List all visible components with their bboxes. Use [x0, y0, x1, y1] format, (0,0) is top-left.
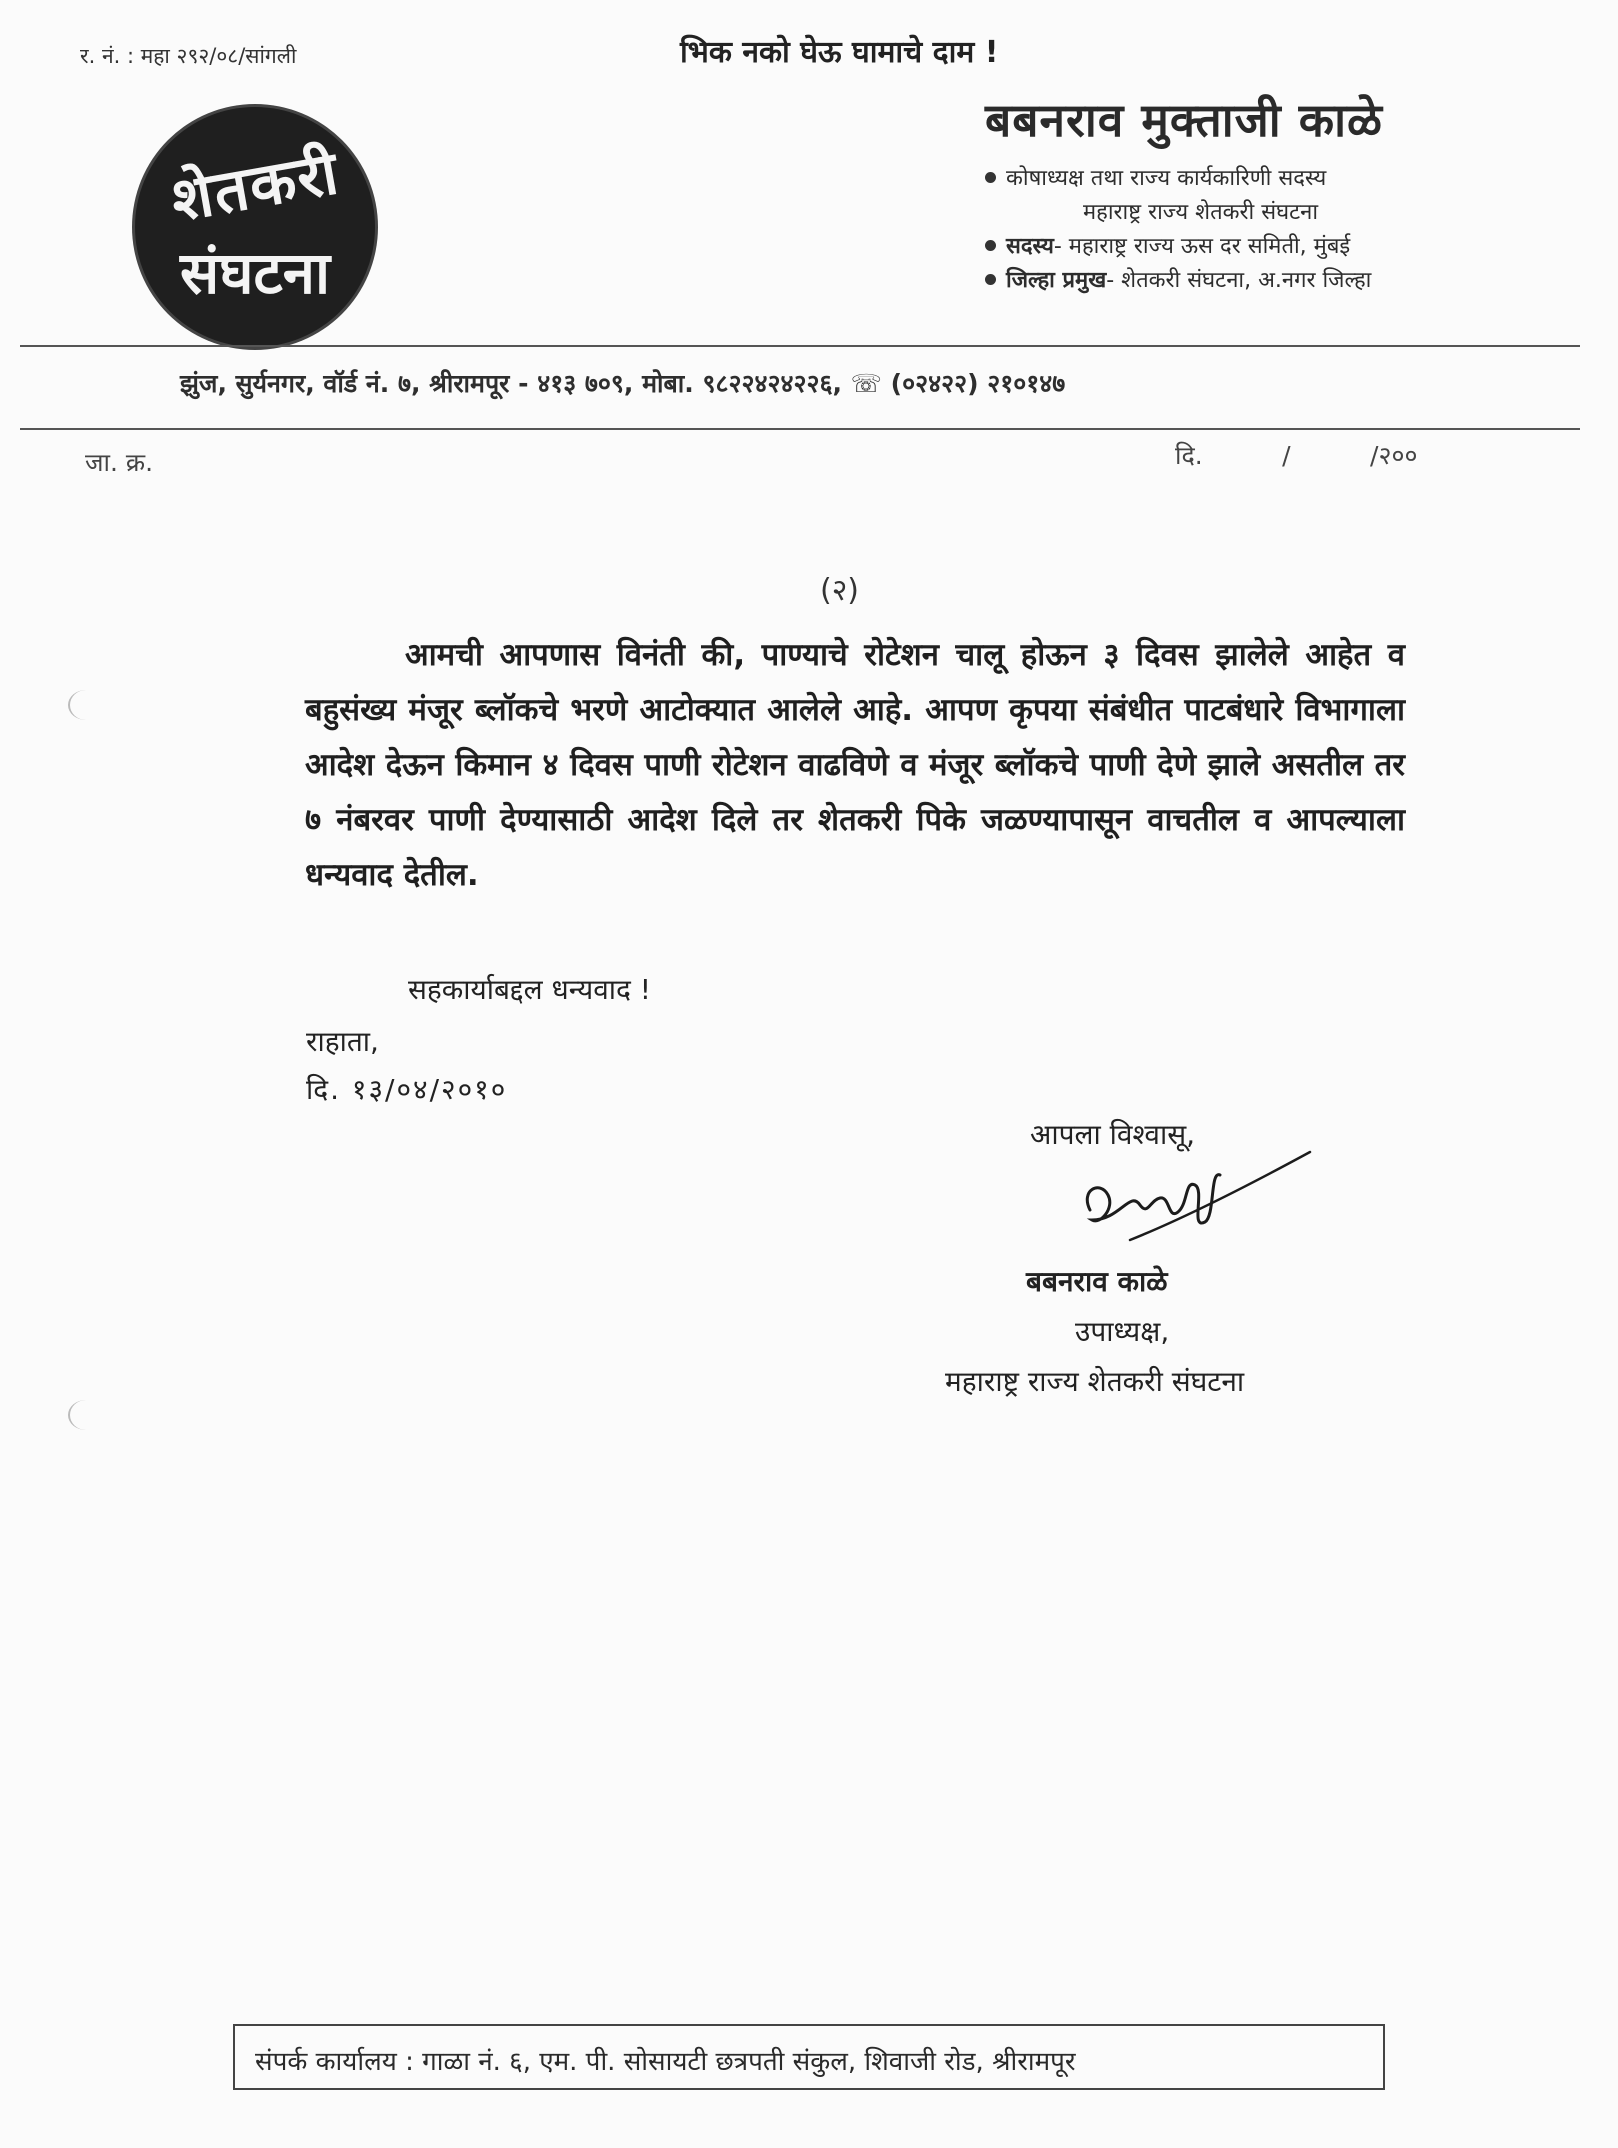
page-number: (२): [820, 573, 860, 608]
bullet-icon: [985, 240, 996, 251]
footer-contact-box: [233, 2024, 1385, 2090]
role-title: सदस्य: [1006, 234, 1054, 260]
header-divider-bottom: [20, 428, 1580, 430]
address-line: झुंज, सुर्यनगर, वॉर्ड नं. ७, श्रीरामपूर - ४१३ ७०९, मोबा. ९८२२४२४२२६, ☏ (०२४२२) २१०१४७: [180, 369, 1066, 398]
contact-office: संपर्क कार्यालय : गाळा नं. ६, एम. पी. सोसायटी छत्रपती संकुल, शिवाजी रोड, श्रीरामपूर: [255, 2047, 1076, 2077]
role-item: [985, 230, 1371, 264]
organization-logo: [135, 107, 375, 347]
role-text: - शेतकरी संघटना, अ.नगर जिल्हा: [1106, 268, 1372, 294]
place-line: राहाता,: [306, 1025, 379, 1058]
role-text: कोषाध्यक्ष तथा राज्य कार्यकारिणी सदस्य: [1006, 166, 1327, 191]
letter-body: आमची आपणास विनंती की, पाण्याचे रोटेशन चालू होऊन ३ दिवस झालेले आहेत व बहुसंख्य मंजूर ब्लॉकचे भरणे आटोक्यात आलेले आहे. आपण कृपया संबंधीत पाटबंधारे विभागाला आदेश देऊन किमान ४ दिवस पाणी रोटेशन वाढविणे व मंजूर ब्लॉकचे पाणी देणे झाले असतील तर ७ नंबरवर पाणी देण्यासाठी आदेश दिले तर शेतकरी पिके जळण्यापासून वाचतील व आपल्याला धन्यवाद देतील.: [305, 637, 1405, 893]
registration-number: र. नं. : महा २९२/०८/सांगली: [80, 44, 297, 68]
closing-line: आपला विश्वासू,: [1030, 1118, 1196, 1151]
scan-artifact: [68, 1400, 104, 1430]
signer-designation: उपाध्यक्ष,: [1075, 1315, 1170, 1348]
logo-text-top: शेतकरी: [166, 137, 345, 237]
role-item: [985, 264, 1371, 298]
header-divider-top: [20, 345, 1580, 347]
letter-date: दि. १३/०४/२०१०: [306, 1073, 508, 1106]
role-item: [985, 162, 1371, 196]
role-item: [985, 196, 1371, 230]
letterhead-name: बबनराव मुक्ताजी काळे: [985, 93, 1383, 147]
role-text: - महाराष्ट्र राज्य ऊस दर समिती, मुंबई: [1053, 234, 1351, 260]
bullet-icon: [985, 274, 996, 285]
signer-name: बबनराव काळे: [1026, 1265, 1168, 1298]
role-text: महाराष्ट्र राज्य शेतकरी संघटना: [1083, 200, 1319, 226]
signer-organization: महाराष्ट्र राज्य शेतकरी संघटना: [945, 1365, 1245, 1398]
date-field: दि. / /२००: [1175, 441, 1418, 470]
signature-image: [1060, 1150, 1320, 1260]
slogan: भिक नको घेऊ घामाचे दाम !: [680, 35, 999, 70]
reference-number-label: जा. क्र.: [85, 448, 154, 477]
roles-list: [985, 162, 1371, 298]
logo-text-bottom: संघटना: [180, 239, 330, 307]
bullet-icon: [985, 172, 996, 183]
role-title: जिल्हा प्रमुख: [1006, 268, 1107, 294]
thanks-line: सहकार्याबद्दल धन्यवाद !: [408, 973, 652, 1006]
scan-artifact: [68, 690, 104, 720]
